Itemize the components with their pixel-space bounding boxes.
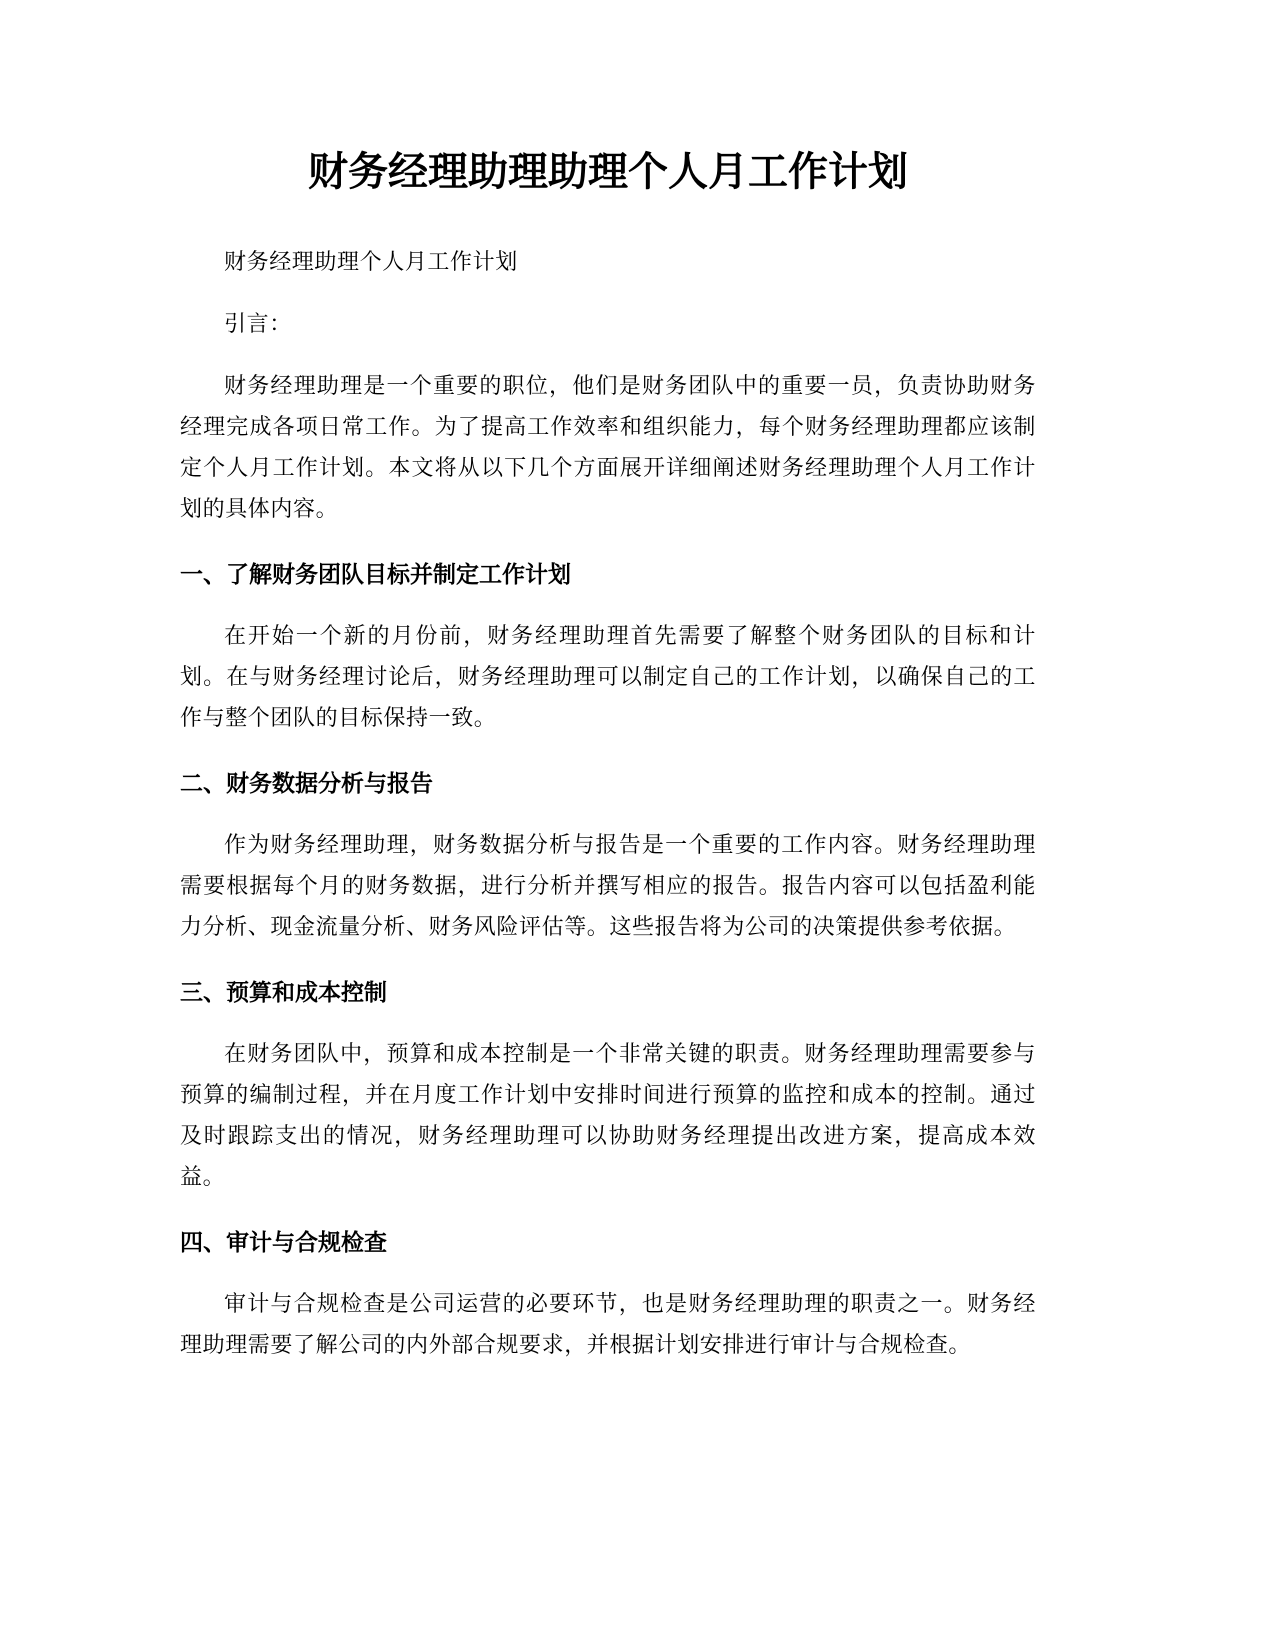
section-paragraph: 作为财务经理助理，财务数据分析与报告是一个重要的工作内容。财务经理助理需要根据每个月的财务数据，进行分析并撰写相应的报告。报告内容可以包括盈利能力分析、现金流量分析、财务风险评估等。这些报告将为公司的决策提供参考依据。 xyxy=(180,833,1036,940)
document-subtitle: 财务经理助理个人月工作计划 xyxy=(224,250,518,275)
section-paragraph: 审计与合规检查是公司运营的必要环节，也是财务经理助理的职责之一。财务经理助理需要了解公司的内外部合规要求，并根据计划安排进行审计与合规检查。 xyxy=(180,1292,1036,1358)
section-heading: 四、审计与合规检查 xyxy=(180,1230,387,1256)
section-paragraph: 在开始一个新的月份前，财务经理助理首先需要了解整个财务团队的目标和计划。在与财务经理讨论后，财务经理助理可以制定自己的工作计划，以确保自己的工作与整个团队的目标保持一致。 xyxy=(180,624,1036,731)
section-4 xyxy=(180,1226,1036,1366)
section-1 xyxy=(180,558,1036,739)
section-heading: 二、财务数据分析与报告 xyxy=(180,771,433,797)
intro-label: 引言： xyxy=(224,312,292,337)
document-title: 财务经理助理助理个人月工作计划 xyxy=(308,149,908,195)
section-paragraph: 在财务团队中，预算和成本控制是一个非常关键的职责。财务经理助理需要参与预算的编制过程，并在月度工作计划中安排时间进行预算的监控和成本的控制。通过及时跟踪支出的情况，财务经理助理可以协助财务经理提出改进方案，提高成本效益。 xyxy=(180,1042,1036,1190)
section-2 xyxy=(180,767,1036,948)
section-heading: 一、了解财务团队目标并制定工作计划 xyxy=(180,562,571,588)
section-heading: 三、预算和成本控制 xyxy=(180,980,387,1006)
section-3 xyxy=(180,976,1036,1198)
document-page xyxy=(180,140,1036,1366)
intro-paragraph: 财务经理助理是一个重要的职位，他们是财务团队中的重要一员，负责协助财务经理完成各项日常工作。为了提高工作效率和组织能力，每个财务经理助理都应该制定个人月工作计划。本文将从以下几个方面展开详细阐述财务经理助理个人月工作计划的具体内容。 xyxy=(180,374,1036,522)
